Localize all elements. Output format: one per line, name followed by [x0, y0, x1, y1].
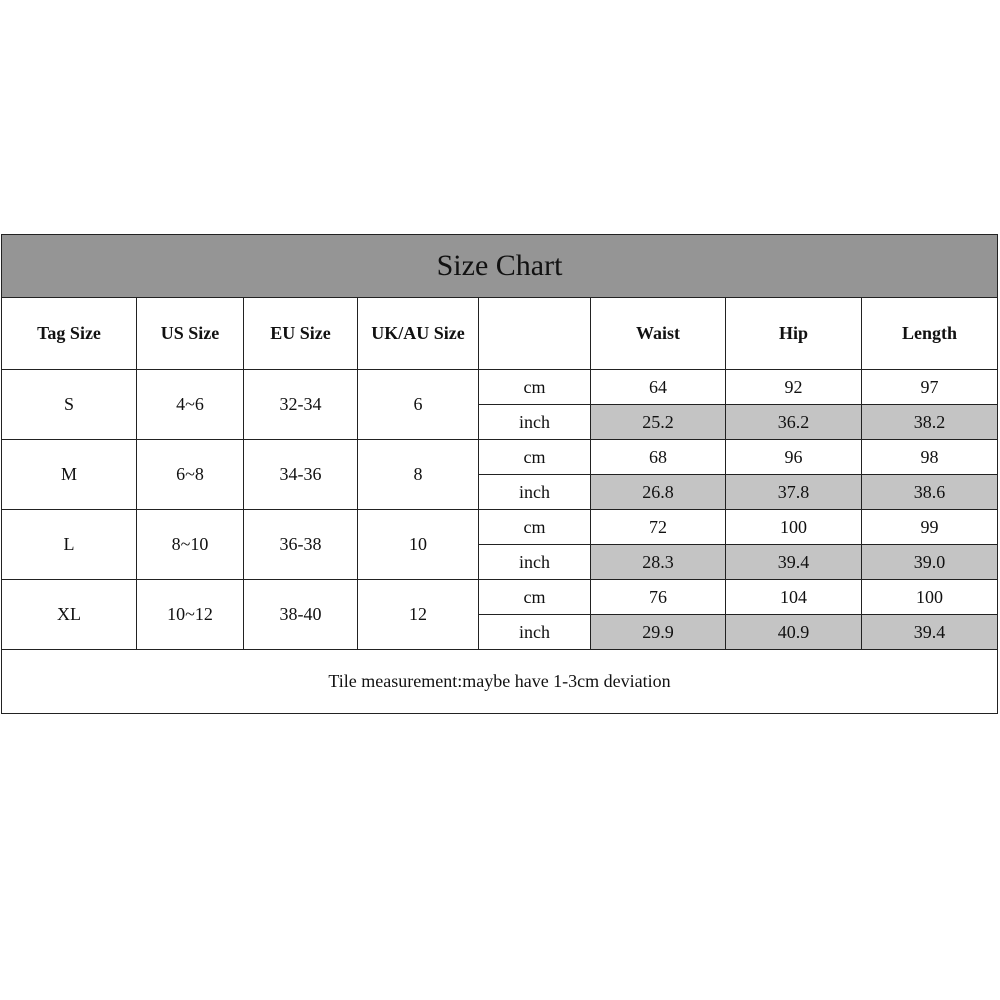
tag-size-cell: M	[2, 440, 137, 510]
measurement-note: Tile measurement:maybe have 1-3cm deviation	[2, 650, 998, 714]
us-size-cell: 8~10	[137, 510, 244, 580]
waist-cell: 28.3	[591, 545, 726, 580]
waist-cell: 72	[591, 510, 726, 545]
header-hip: Hip	[726, 298, 862, 370]
header-uk-au-size: UK/AU Size	[358, 298, 479, 370]
us-size-cell: 6~8	[137, 440, 244, 510]
eu-size-cell: 34-36	[244, 440, 358, 510]
unit-cell: cm	[479, 440, 591, 475]
us-size-cell: 4~6	[137, 370, 244, 440]
hip-cell: 40.9	[726, 615, 862, 650]
length-cell: 99	[862, 510, 998, 545]
uk-au-size-cell: 6	[358, 370, 479, 440]
header-eu-size: EU Size	[244, 298, 358, 370]
waist-cell: 64	[591, 370, 726, 405]
header-tag-size: Tag Size	[2, 298, 137, 370]
title-row	[2, 235, 998, 298]
hip-cell: 92	[726, 370, 862, 405]
header-us-size: US Size	[137, 298, 244, 370]
uk-au-size-cell: 10	[358, 510, 479, 580]
header-length: Length	[862, 298, 998, 370]
table-row	[2, 440, 998, 475]
length-cell: 97	[862, 370, 998, 405]
length-cell: 38.6	[862, 475, 998, 510]
length-cell: 39.4	[862, 615, 998, 650]
unit-cell: inch	[479, 475, 591, 510]
uk-au-size-cell: 8	[358, 440, 479, 510]
header-waist: Waist	[591, 298, 726, 370]
length-cell: 98	[862, 440, 998, 475]
eu-size-cell: 38-40	[244, 580, 358, 650]
unit-cell: cm	[479, 580, 591, 615]
size-chart-table	[1, 234, 998, 714]
tag-size-cell: S	[2, 370, 137, 440]
length-cell: 38.2	[862, 405, 998, 440]
tag-size-cell: L	[2, 510, 137, 580]
hip-cell: 36.2	[726, 405, 862, 440]
chart-title: Size Chart	[2, 235, 998, 298]
hip-cell: 37.8	[726, 475, 862, 510]
length-cell: 100	[862, 580, 998, 615]
waist-cell: 76	[591, 580, 726, 615]
uk-au-size-cell: 12	[358, 580, 479, 650]
table-row	[2, 510, 998, 545]
us-size-cell: 10~12	[137, 580, 244, 650]
table-row	[2, 370, 998, 405]
unit-cell: inch	[479, 405, 591, 440]
header-row	[2, 298, 998, 370]
waist-cell: 26.8	[591, 475, 726, 510]
waist-cell: 68	[591, 440, 726, 475]
hip-cell: 100	[726, 510, 862, 545]
header-unit	[479, 298, 591, 370]
waist-cell: 25.2	[591, 405, 726, 440]
hip-cell: 39.4	[726, 545, 862, 580]
unit-cell: inch	[479, 615, 591, 650]
unit-cell: cm	[479, 370, 591, 405]
waist-cell: 29.9	[591, 615, 726, 650]
unit-cell: cm	[479, 510, 591, 545]
table-row	[2, 580, 998, 615]
hip-cell: 96	[726, 440, 862, 475]
unit-cell: inch	[479, 545, 591, 580]
length-cell: 39.0	[862, 545, 998, 580]
eu-size-cell: 36-38	[244, 510, 358, 580]
hip-cell: 104	[726, 580, 862, 615]
eu-size-cell: 32-34	[244, 370, 358, 440]
tag-size-cell: XL	[2, 580, 137, 650]
note-row	[2, 650, 998, 714]
